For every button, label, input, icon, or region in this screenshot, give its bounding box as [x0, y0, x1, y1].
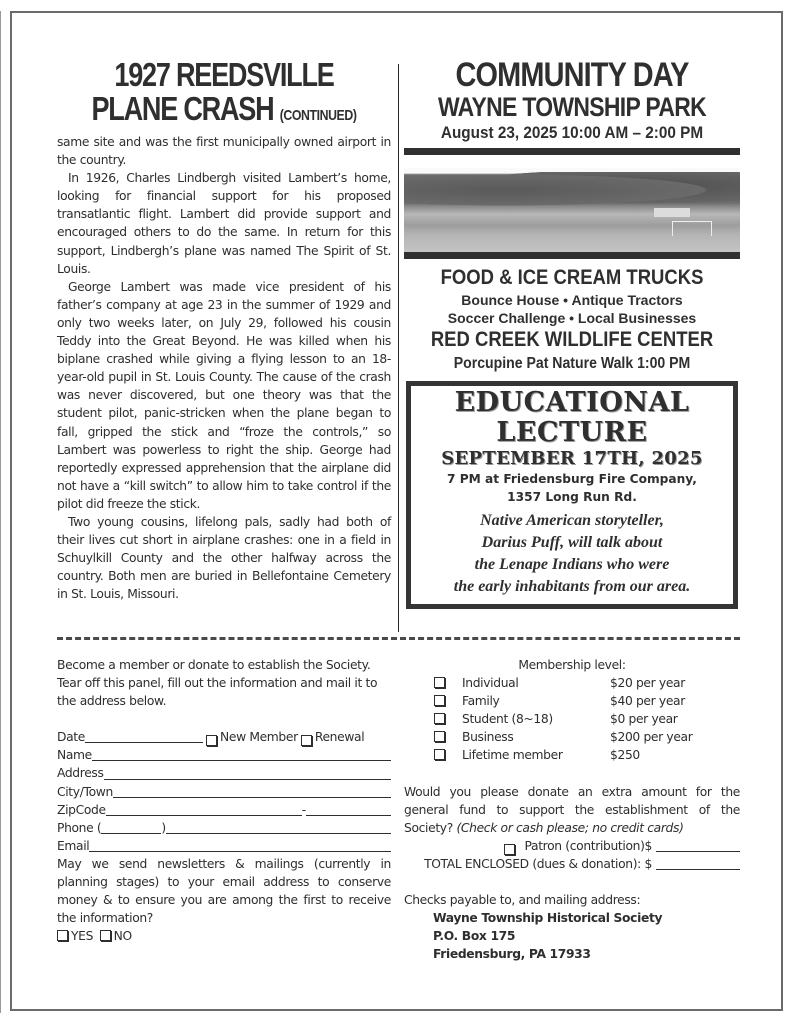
photo-pavilion — [654, 208, 690, 217]
level-name: Lifetime member — [462, 748, 563, 763]
date-field[interactable] — [85, 729, 203, 743]
article-paragraph: George Lambert was made vice president of his father’s company at age 23 in the summer of 1929 and only two weeks later, on July 29, followed his cousin Teddy into the Great Beyond. He was killed when his biplane crashed while giving a flying lesson to an 18-year-old pupil in St. Louis County. The cause of the crash was never discovered, but one theory was that the student pilot, panic-stricken when the plane began to fall, gripped the stick and “froze the controls,” so Lambert was powerless to right the ship. George had reportedly expressed apprehension that the airplane did not have a “kill switch” to allow him to take control if the pilot did freeze the stick. — [57, 279, 391, 511]
article-paragraph: In 1926, Charles Lindbergh visited Lambert’s home, looking for financial support for his proposed transatlantic flight. Lambert did provide support and encouraged others to do the same. In return for this support, Lindbergh’s plane was named The Spirit of St. Louis. — [57, 171, 391, 276]
level-checkbox[interactable] — [434, 677, 445, 688]
activities-line-2: Soccer Challenge • Local Businesses — [447, 310, 697, 326]
city-state-zip: Friedensburg, PA 17933 — [433, 947, 591, 962]
membership-levels-list — [404, 674, 740, 764]
phone-area-code-field[interactable] — [101, 820, 161, 834]
donate-text — [404, 783, 740, 837]
lecture-title-line-1: EDUCATIONAL — [454, 387, 690, 418]
lecture-date: SEPTEMBER 17TH, 2025 — [441, 448, 703, 469]
no-checkbox[interactable] — [100, 930, 111, 941]
photo-soccer-goal — [672, 221, 712, 236]
level-name: Student (8~18) — [462, 712, 553, 727]
total-label: TOTAL ENCLOSED (dues & donation): $ — [424, 856, 652, 871]
activities-line-1: Bounce House • Antique Tractors — [461, 292, 683, 308]
lecture-desc-line: the early inhabitants from our area. — [453, 578, 691, 595]
patron-amount-field[interactable] — [656, 838, 740, 852]
column-divider — [398, 64, 399, 632]
form-intro: Become a member or donate to establish the Society. Tear off this panel, fill out the information and mail it to the address below. — [57, 658, 378, 709]
yes-checkbox[interactable] — [57, 930, 68, 941]
name-row — [57, 746, 391, 764]
level-checkbox[interactable] — [434, 731, 445, 742]
membership-form-left — [57, 656, 391, 945]
divider-bar — [404, 148, 740, 155]
lecture-desc-line: the Lenape Indians who were — [474, 556, 670, 573]
level-price: $20 per year — [610, 676, 685, 691]
lecture-location-line-2: 1357 Long Run Rd. — [507, 490, 637, 504]
level-price: $0 per year — [610, 712, 678, 727]
po-box: P.O. Box 175 — [433, 929, 516, 944]
food-trucks-heading: FOOD & ICE CREAM TRUCKS — [440, 266, 704, 289]
email-label: Email — [57, 838, 90, 853]
park-photo — [404, 168, 740, 252]
no-label: NO — [113, 929, 132, 944]
date-label: Date — [57, 730, 85, 745]
phone-field[interactable] — [166, 820, 391, 834]
wildlife-center-heading: RED CREEK WILDLIFE CENTER — [430, 328, 714, 351]
membership-level-row — [404, 710, 740, 728]
checks-payable-label: Checks payable to, and mailing address: — [404, 893, 641, 908]
zip-field[interactable] — [106, 802, 302, 816]
city-row — [57, 783, 391, 801]
phone-label: Phone ( — [57, 820, 102, 835]
membership-level-title: Membership level: — [518, 658, 626, 672]
article-headline — [87, 58, 361, 133]
page-edge-left — [0, 11, 1, 1013]
address-row — [57, 764, 391, 782]
name-field[interactable] — [92, 747, 391, 761]
newsletter-question: May we send newsletters & mailings (currently in planning stages) to your email address to conserve money & to ensure you are among the first to receive the information? — [57, 856, 391, 926]
lecture-box — [406, 381, 738, 609]
total-amount-field[interactable] — [656, 856, 740, 870]
membership-level-row — [404, 692, 740, 710]
contact-fields — [57, 728, 391, 855]
phone-row — [57, 819, 391, 837]
level-price: $40 per year — [610, 694, 685, 709]
zip-label: ZipCode — [57, 802, 106, 817]
nature-walk-text: Porcupine Pat Nature Walk 1:00 PM — [453, 355, 691, 372]
patron-row — [404, 837, 740, 855]
level-checkbox[interactable] — [434, 749, 445, 760]
patron-label: Patron (contribution)$ — [524, 838, 652, 853]
headline-line-1: 1927 REEDSVILLE — [114, 56, 334, 93]
membership-form-right — [404, 656, 740, 963]
name-label: Name — [57, 748, 92, 763]
membership-level-row — [404, 674, 740, 692]
renewal-checkbox[interactable] — [301, 735, 312, 746]
headline-continued: (CONTINUED) — [279, 107, 357, 124]
city-field[interactable] — [113, 784, 391, 798]
address-label: Address — [57, 766, 104, 781]
email-field[interactable] — [89, 838, 391, 852]
lecture-desc-line: Darius Puff, will talk about — [481, 534, 663, 551]
headline-line-2: PLANE CRASH — [91, 90, 274, 127]
renewal-label: Renewal — [314, 730, 365, 745]
article-paragraph: same site and was the first municipally owned airport in the country. — [57, 135, 391, 168]
level-name: Family — [462, 694, 500, 709]
yes-label: YES — [71, 929, 94, 944]
level-price: $200 per year — [610, 730, 693, 745]
patron-checkbox[interactable] — [504, 844, 515, 855]
address-field[interactable] — [104, 766, 391, 780]
mailing-address — [404, 909, 740, 963]
article-body — [57, 133, 391, 603]
phone-paren-close: ) — [161, 820, 166, 835]
level-checkbox[interactable] — [434, 713, 445, 724]
lecture-title-line-2: LECTURE — [496, 417, 648, 448]
community-day-datetime: August 23, 2025 10:00 AM – 2:00 PM — [440, 123, 704, 142]
photo-trees — [404, 172, 740, 208]
level-price: $250 — [610, 748, 640, 763]
community-day-title: COMMUNITY DAY — [455, 56, 689, 94]
lecture-description — [417, 510, 727, 598]
article-column — [57, 58, 391, 603]
level-checkbox[interactable] — [434, 695, 445, 706]
zip-separator: - — [301, 802, 306, 817]
membership-level-row — [404, 728, 740, 746]
date-row — [57, 728, 391, 746]
newsletter-options — [57, 927, 391, 945]
zip-row — [57, 801, 391, 819]
new-member-label: New Member — [220, 730, 298, 745]
donate-note: (Check or cash please; no credit cards) — [456, 820, 684, 835]
divider-bar — [404, 252, 740, 259]
donate-question: Would you please donate an extra amount for the general fund to support the establishment of the Society? — [404, 784, 740, 835]
membership-level-row — [404, 746, 740, 764]
lecture-location-line-1: 7 PM at Friedensburg Fire Company, — [447, 472, 697, 486]
email-row — [57, 837, 391, 855]
tear-off-line — [57, 637, 740, 640]
total-row — [404, 855, 740, 873]
city-label: City/Town — [57, 784, 113, 799]
events-column — [404, 58, 740, 609]
level-name: Individual — [462, 676, 519, 691]
new-member-checkbox[interactable] — [206, 735, 217, 746]
lecture-desc-line: Native American storyteller, — [480, 512, 664, 529]
community-day-location: WAYNE TOWNSHIP PARK — [437, 92, 707, 122]
org-name: Wayne Township Historical Society — [433, 911, 663, 926]
level-name: Business — [462, 730, 514, 745]
zip-plus4-field[interactable] — [306, 802, 391, 816]
article-paragraph: Two young cousins, lifelong pals, sadly had both of their lives cut short in airplane crashes: one in a field in Schuylkill County and the other halfway across the country. Both men are buried in Bellefontaine Cemetery in St. Louis, Missouri. — [57, 514, 391, 602]
